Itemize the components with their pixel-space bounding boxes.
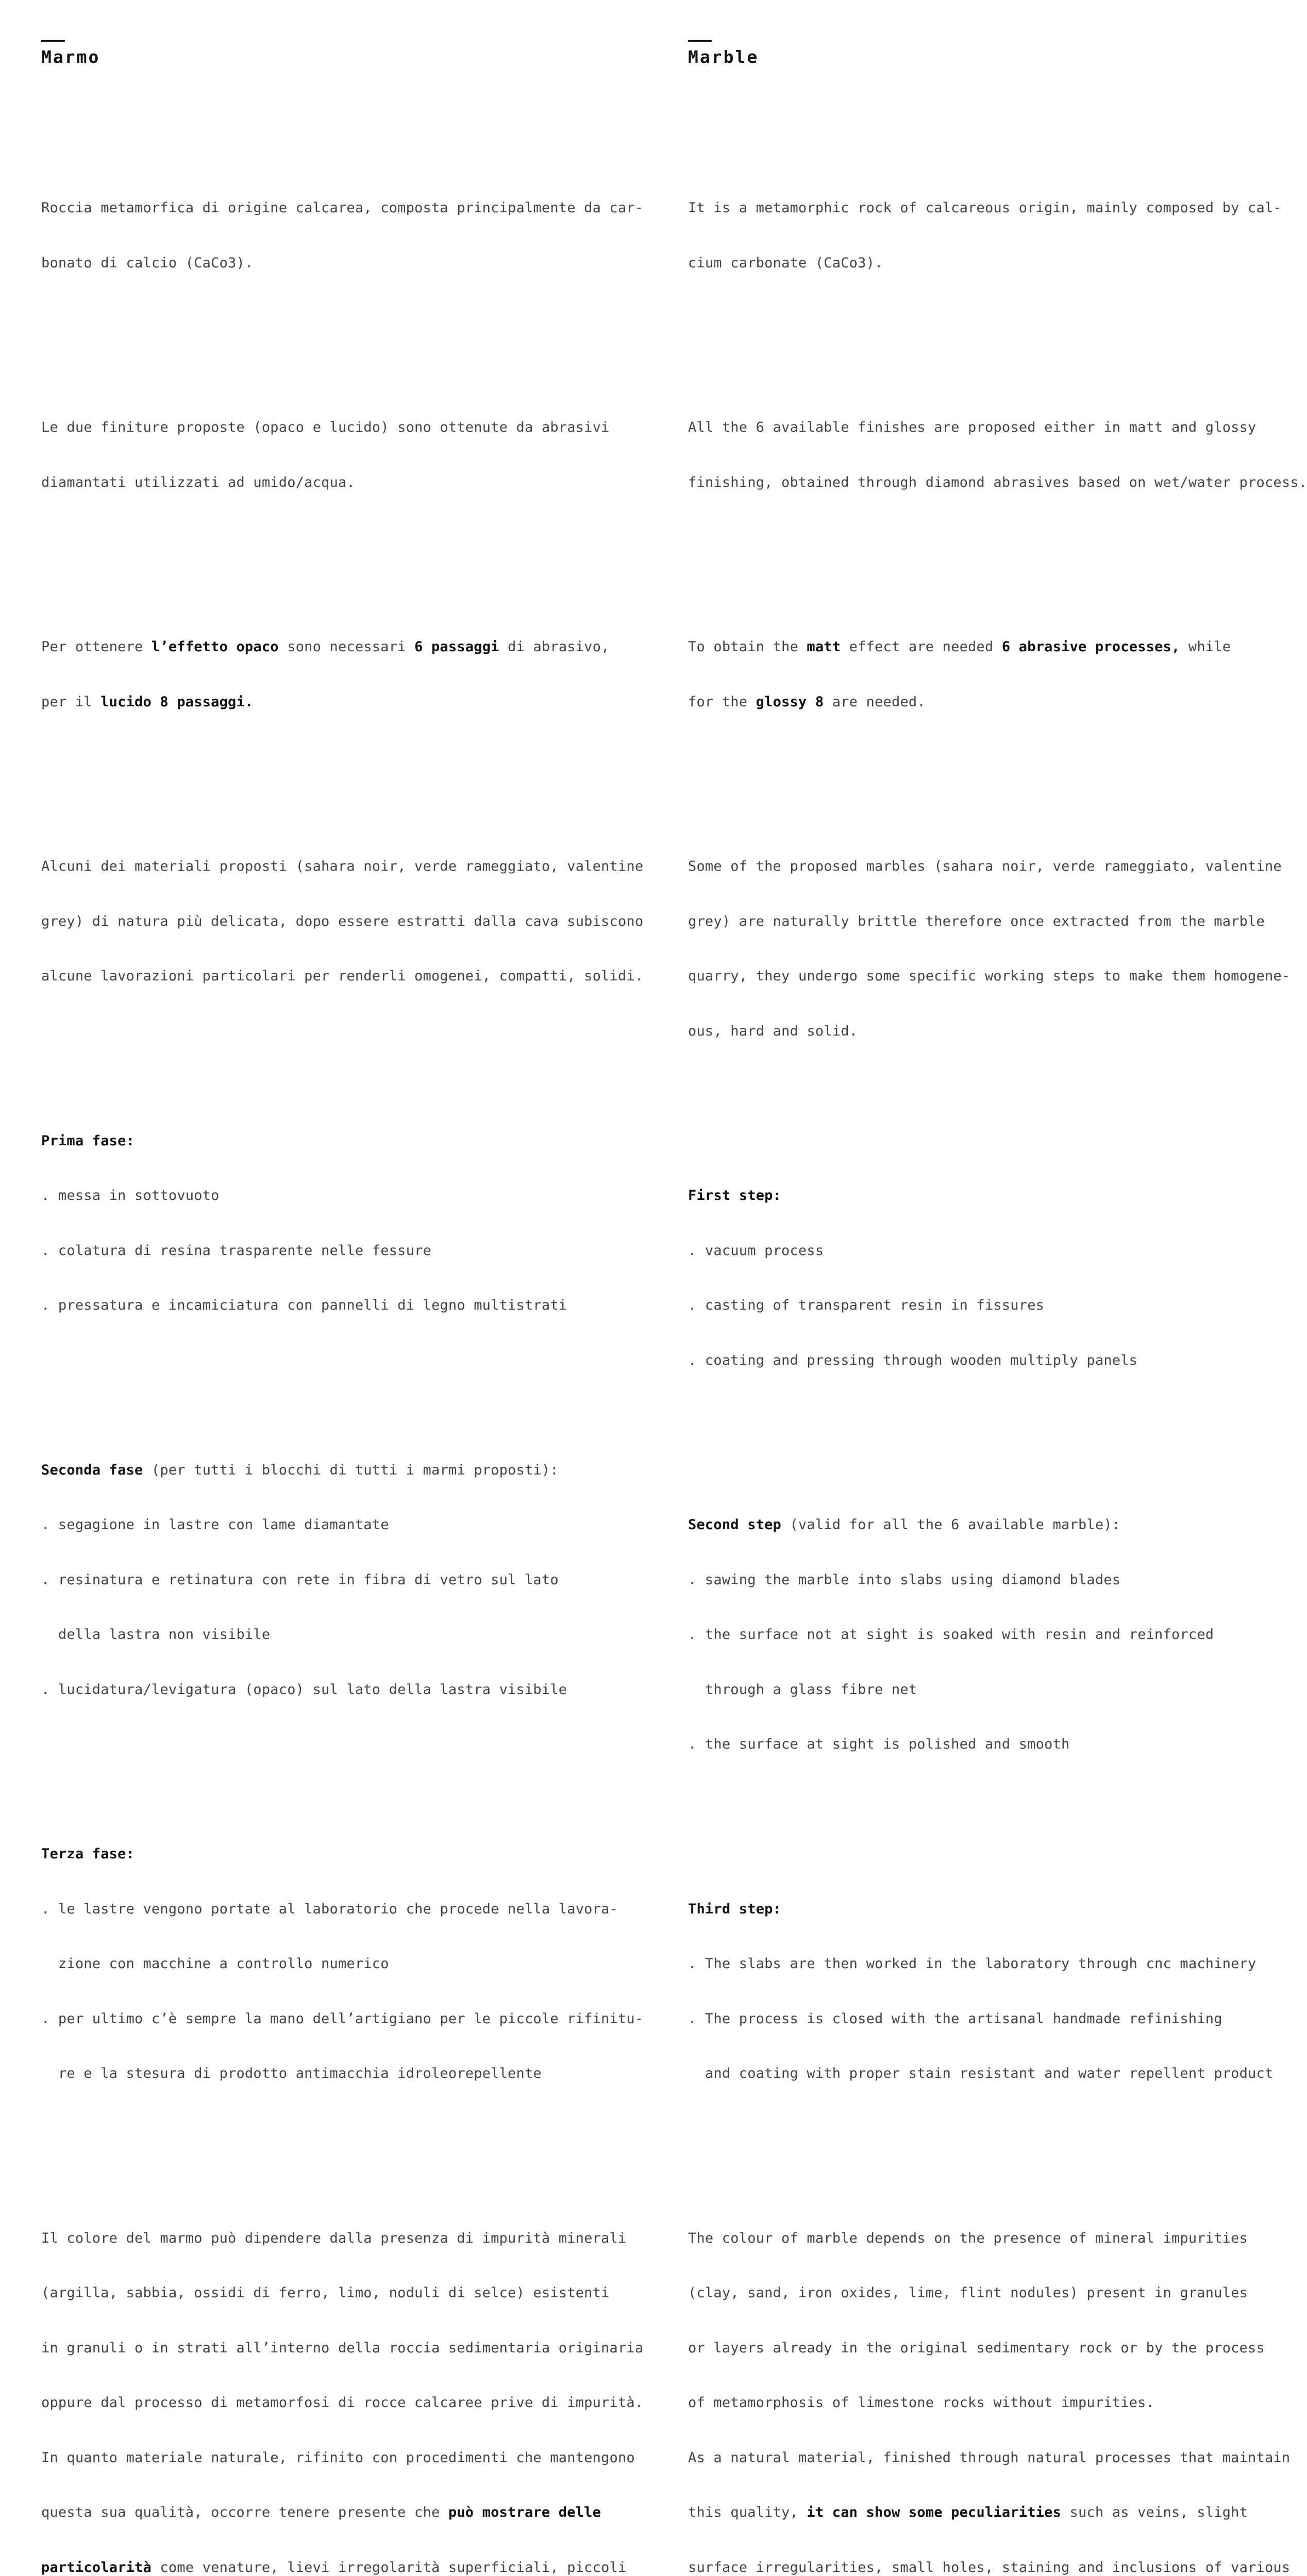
text-line: All the 6 available finishes are proposed either in matt and glossy <box>688 418 1281 437</box>
list-item: . vacuum process <box>688 1242 1281 1260</box>
text-line: Alcuni dei materiali proposti (sahara noir, verde rameggiato, valentine <box>41 857 649 876</box>
list-item: . sawing the marble into slabs using diamond blades <box>688 1571 1281 1589</box>
text-line: Per ottenere l’effetto opaco sono necessari 6 passaggi di abrasivo, <box>41 638 649 656</box>
page-title: Marble <box>688 45 759 69</box>
text-line: alcune lavorazioni particolari per renderli omogenei, compatti, solidi. <box>41 967 649 986</box>
text-line: Le due finiture proposte (opaco e lucido) sono ottenute da abrasivi <box>41 418 649 437</box>
step-three <box>41 1808 649 2120</box>
paragraph-definition <box>688 162 1281 309</box>
list-item: . casting of transparent resin in fissures <box>688 1296 1281 1315</box>
step-two <box>688 1479 1281 1790</box>
paragraph-definition <box>41 162 649 309</box>
text-line: this quality, it can show some peculiarities such as veins, slight <box>688 2503 1281 2522</box>
text-line: oppure dal processo di metamorfosi di rocce calcaree prive di impurità. <box>41 2394 649 2412</box>
list-item: . the surface not at sight is soaked with resin and reinforced <box>688 1625 1281 1644</box>
text-line: The colour of marble depends on the presence of mineral impurities <box>688 2229 1281 2248</box>
paragraph-color-notes <box>688 2193 1281 2576</box>
list-item: . The slabs are then worked in the laboratory through cnc machinery <box>688 1955 1281 1973</box>
text-line: It is a metamorphic rock of calcareous origin, mainly composed by cal- <box>688 199 1281 217</box>
step-two <box>41 1425 649 1736</box>
list-item: . colatura di resina trasparente nelle fessure <box>41 1242 649 1260</box>
list-item: . le lastre vengono portate al laboratorio che procede nella lavora- <box>41 1900 649 1919</box>
text-line: diamantati utilizzati ad umido/acqua. <box>41 473 649 492</box>
list-item: . segagione in lastre con lame diamantate <box>41 1516 649 1534</box>
step-title: Terza fase: <box>41 1845 649 1863</box>
text-line: quarry, they undergo some specific working steps to make them homogene- <box>688 967 1281 986</box>
step-one <box>688 1150 1281 1406</box>
paragraph-abrasive-passes <box>41 601 649 748</box>
list-item: . The process is closed with the artisanal handmade refinishing <box>688 2010 1281 2028</box>
list-item: zione con macchine a controllo numerico <box>41 1955 649 1973</box>
italian-column <box>41 0 649 927</box>
text-line: grey) are naturally brittle therefore once extracted from the marble <box>688 912 1281 931</box>
step-three <box>688 1863 1281 2120</box>
step-title: First step: <box>688 1187 1281 1205</box>
text-line: grey) di natura più delicata, dopo essere estratti dalla cava subiscono <box>41 912 649 931</box>
list-item: re e la stesura di prodotto antimacchia idroleorepellente <box>41 2064 649 2083</box>
english-column <box>688 0 1281 927</box>
paragraph-abrasive-passes <box>688 601 1281 748</box>
list-item: . pressatura e incamiciatura con pannelli di legno multistrati <box>41 1296 649 1315</box>
step-title: Prima fase: <box>41 1132 649 1150</box>
body-text <box>688 126 1281 2576</box>
text-line: questa sua qualità, occorre tenere presente che può mostrare delle <box>41 2503 649 2522</box>
text-line: cium carbonate (CaCo3). <box>688 254 1281 273</box>
paragraph-finishes <box>41 382 649 528</box>
list-item: and coating with proper stain resistant and water repellent product <box>688 2064 1281 2083</box>
list-item: . coating and pressing through wooden multiply panels <box>688 1351 1281 1370</box>
text-line: or layers already in the original sedimentary rock or by the process <box>688 2339 1281 2358</box>
text-line: finishing, obtained through diamond abrasives based on wet/water process. <box>688 473 1281 492</box>
list-item: . per ultimo c’è sempre la mano dell’artigiano per le piccole rifinitu- <box>41 2010 649 2028</box>
step-title: Second step (valid for all the 6 available marble): <box>688 1516 1281 1534</box>
list-item: . lucidatura/levigatura (opaco) sul lato della lastra visibile <box>41 1681 649 1699</box>
list-item: through a glass fibre net <box>688 1681 1281 1699</box>
text-line: for the glossy 8 are needed. <box>688 693 1281 711</box>
paragraph-delicate-materials <box>688 821 1281 1077</box>
body-text <box>41 126 649 2576</box>
paragraph-color-notes <box>41 2193 649 2576</box>
step-title: Third step: <box>688 1900 1281 1919</box>
text-line: As a natural material, finished through natural processes that maintain <box>688 2449 1281 2467</box>
text-line: Roccia metamorfica di origine calcarea, composta principalmente da car- <box>41 199 649 217</box>
text-line: (argilla, sabbia, ossidi di ferro, limo, noduli di selce) esistenti <box>41 2284 649 2302</box>
step-one <box>41 1095 649 1351</box>
text-line: To obtain the matt effect are needed 6 abrasive processes, while <box>688 638 1281 656</box>
heading-rule <box>688 40 712 42</box>
list-item: della lastra non visibile <box>41 1625 649 1644</box>
text-line: surface irregularities, small holes, staining and inclusions of various <box>688 2558 1281 2576</box>
heading-rule <box>41 40 65 42</box>
text-line: In quanto materiale naturale, rifinito con procedimenti che mantengono <box>41 2449 649 2467</box>
step-title: Seconda fase (per tutti i blocchi di tutti i marmi proposti): <box>41 1461 649 1480</box>
page-title: Marmo <box>41 45 100 69</box>
list-item: . resinatura e retinatura con rete in fibra di vetro sul lato <box>41 1571 649 1589</box>
list-item: . messa in sottovuoto <box>41 1187 649 1205</box>
text-line: bonato di calcio (CaCo3). <box>41 254 649 273</box>
text-line: ous, hard and solid. <box>688 1022 1281 1041</box>
text-line: per il lucido 8 passaggi. <box>41 693 649 711</box>
paragraph-delicate-materials <box>41 821 649 1022</box>
paragraph-finishes <box>688 382 1281 528</box>
text-line: particolarità come venature, lievi irregolarità superficiali, piccoli <box>41 2558 649 2576</box>
list-item: . the surface at sight is polished and smooth <box>688 1735 1281 1754</box>
text-line: of metamorphosis of limestone rocks without impurities. <box>688 2394 1281 2412</box>
text-line: in granuli o in strati all’interno della roccia sedimentaria originaria <box>41 2339 649 2358</box>
text-line: (clay, sand, iron oxides, lime, flint nodules) present in granules <box>688 2284 1281 2302</box>
text-line: Some of the proposed marbles (sahara noir, verde rameggiato, valentine <box>688 857 1281 876</box>
text-line: Il colore del marmo può dipendere dalla presenza di impurità minerali <box>41 2229 649 2248</box>
